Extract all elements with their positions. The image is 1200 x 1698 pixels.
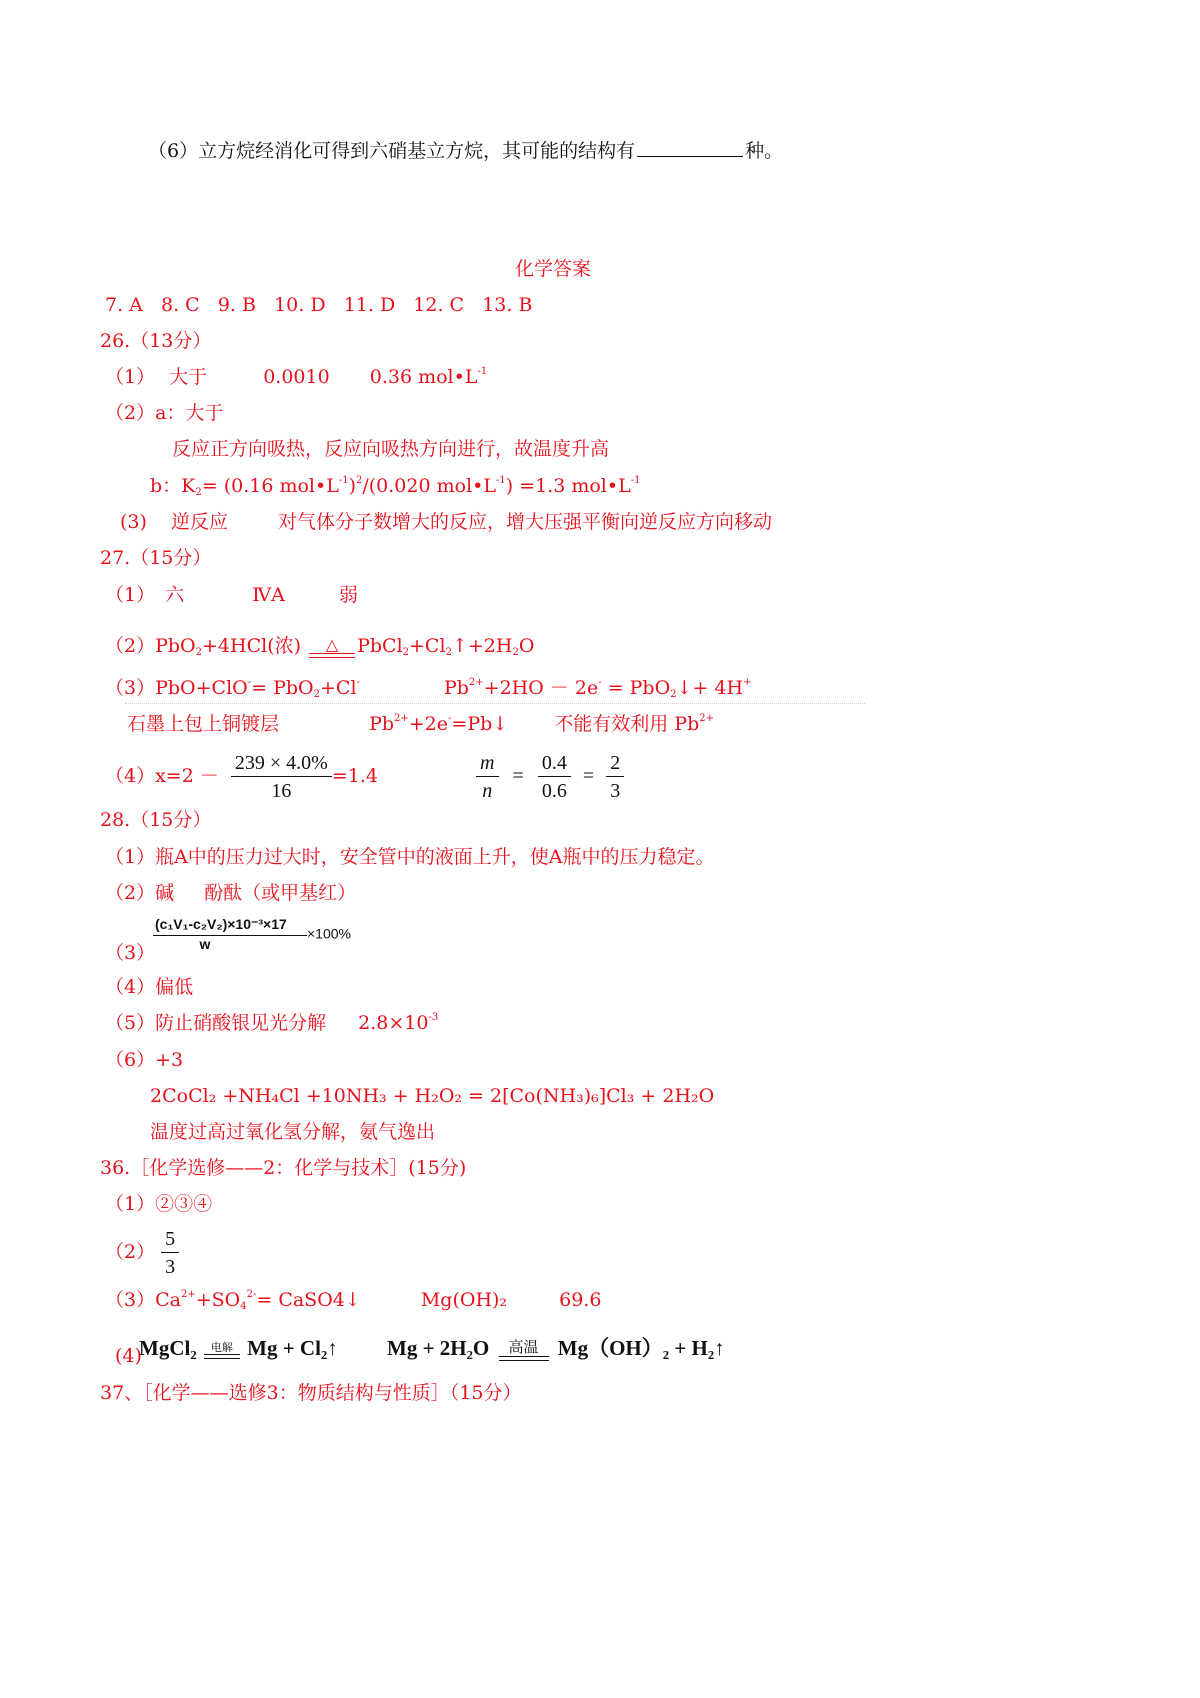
- q36-heading: 36.［化学选修——2：化学与技术］(15分): [100, 1157, 467, 1179]
- fraction-x: $\frac{239 \times 4.0\%}{16}$: [231, 752, 332, 802]
- fraction-five-thirds: $\frac{5}{3}$: [161, 1228, 179, 1278]
- fraction-ratio: $\frac{2}{3}$: [606, 752, 624, 802]
- q36-part3: $(3)Ca^{2+}+SO_4^{2-}=$ CaSO4↓ Mg(OH)₂ 69.6: [105, 1289, 602, 1312]
- q28-heading: 28.（15分）: [100, 809, 212, 831]
- formula-ammonia: $\frac{\text{(c₁V₁-c₂V₂)×10⁻³×17}}{w}$ ×100%: [155, 916, 351, 952]
- q28-part6: （6）+3: [105, 1049, 184, 1071]
- heat-condition: △: [309, 637, 355, 658]
- q27-heading: 27.（15分）: [100, 547, 212, 569]
- q27-part3-b: 石墨上包上铜镀层 $Pb^{2+}+2e^-=Pb↓$ 不能有效利用 $Pb^{2+}$: [127, 713, 715, 735]
- q26-part1-b: 0.0010: [263, 366, 330, 388]
- q37-heading: 37、［化学——选修3：物质结构与性质］（15分）: [100, 1382, 522, 1404]
- q27-part4: （4）x=2 － $\frac{239 \times 4.0\%}{16}$ =1.4 $\frac{m}{n}$ = $\frac{0.4}{0.6}$ = $\frac{2}{3}$: [105, 746, 624, 806]
- answer-blank: [637, 138, 743, 157]
- question-6: [148, 138, 783, 163]
- fraction-mn: $\frac{m}{n}$: [476, 752, 498, 802]
- hydrolysis-equation: Mg + 2H₂O 高温 Mg（OH）₂ + H₂↑: [387, 1336, 725, 1360]
- q36-part1: （1）②③④: [105, 1193, 213, 1215]
- q26-part1: [105, 365, 487, 389]
- fraction-decimal: $\frac{0.4}{0.6}$: [538, 752, 571, 802]
- question-6-suffix: 种。: [745, 140, 784, 162]
- q26-part1-c: 0.36 $mol•L^{-1}$: [369, 366, 488, 388]
- q28-part5: （5）防止硝酸银见光分解 $2.8\times 10^{-3}$: [105, 1012, 439, 1034]
- dotted-divider: [125, 703, 865, 704]
- question-6-text: （6）立方烷经消化可得到六硝基立方烷，其可能的结构有: [148, 140, 636, 162]
- q26-part1-label: （1）: [105, 366, 156, 388]
- mc-answers: 7. A 8. C 9. B 10. D 11. D 12. C 13. B: [105, 294, 533, 316]
- q26-part2: （2）a：大于: [105, 402, 224, 424]
- q26-part1-a: 大于: [169, 366, 208, 388]
- q27-part1: （1） 六 ⅣA 弱: [105, 584, 358, 606]
- q28-part2: （2）碱 酚酞（或甲基红）: [105, 882, 357, 904]
- electrolysis-equation: MgCl₂ 电解 Mg + Cl₂↑: [139, 1336, 338, 1360]
- q27-part3: （3）PbO+ClO-= PbO$_2$+Cl- $Pb^{2+}+2HO - 2e^-$ = PbO$_2$↓+ 4H+: [105, 677, 752, 700]
- q26-part3: (3) 逆反应 对气体分子数增大的反应，增大压强平衡向逆反应方向移动: [120, 511, 773, 533]
- q26-part2-reason: 反应正方向吸热，反应向吸热方向进行，故温度升高: [172, 438, 610, 460]
- q36-part2: （2） $\frac{5}{3}$: [105, 1222, 179, 1282]
- q26-part2-b: b：$K_2= (0.16$ $mol•L^{-1})^2/(0.020$ $mol•L^{-1}) =1.3$ $mol•L^{-1}$: [150, 475, 641, 498]
- q28-part1: （1）瓶A中的压力过大时，安全管中的液面上升，使A瓶中的压力稳定。: [105, 846, 715, 868]
- q26-heading: 26.（13分）: [100, 330, 212, 352]
- q27-part2: （2）PbO$_2$+4HCl(浓) △ $PbCl_2+Cl_2↑+2H_2O$: [105, 634, 535, 658]
- q28-part4: （4）偏低: [105, 976, 194, 998]
- q28-note: 温度过高过氧化氢分解，氨气逸出: [150, 1121, 436, 1143]
- answer-title: 化学答案: [515, 258, 592, 280]
- q28-equation: 2CoCl₂ +NH₄Cl +10NH₃ + H₂O₂ = 2[Co(NH₃)₆]Cl₃ + 2H₂O: [150, 1085, 715, 1107]
